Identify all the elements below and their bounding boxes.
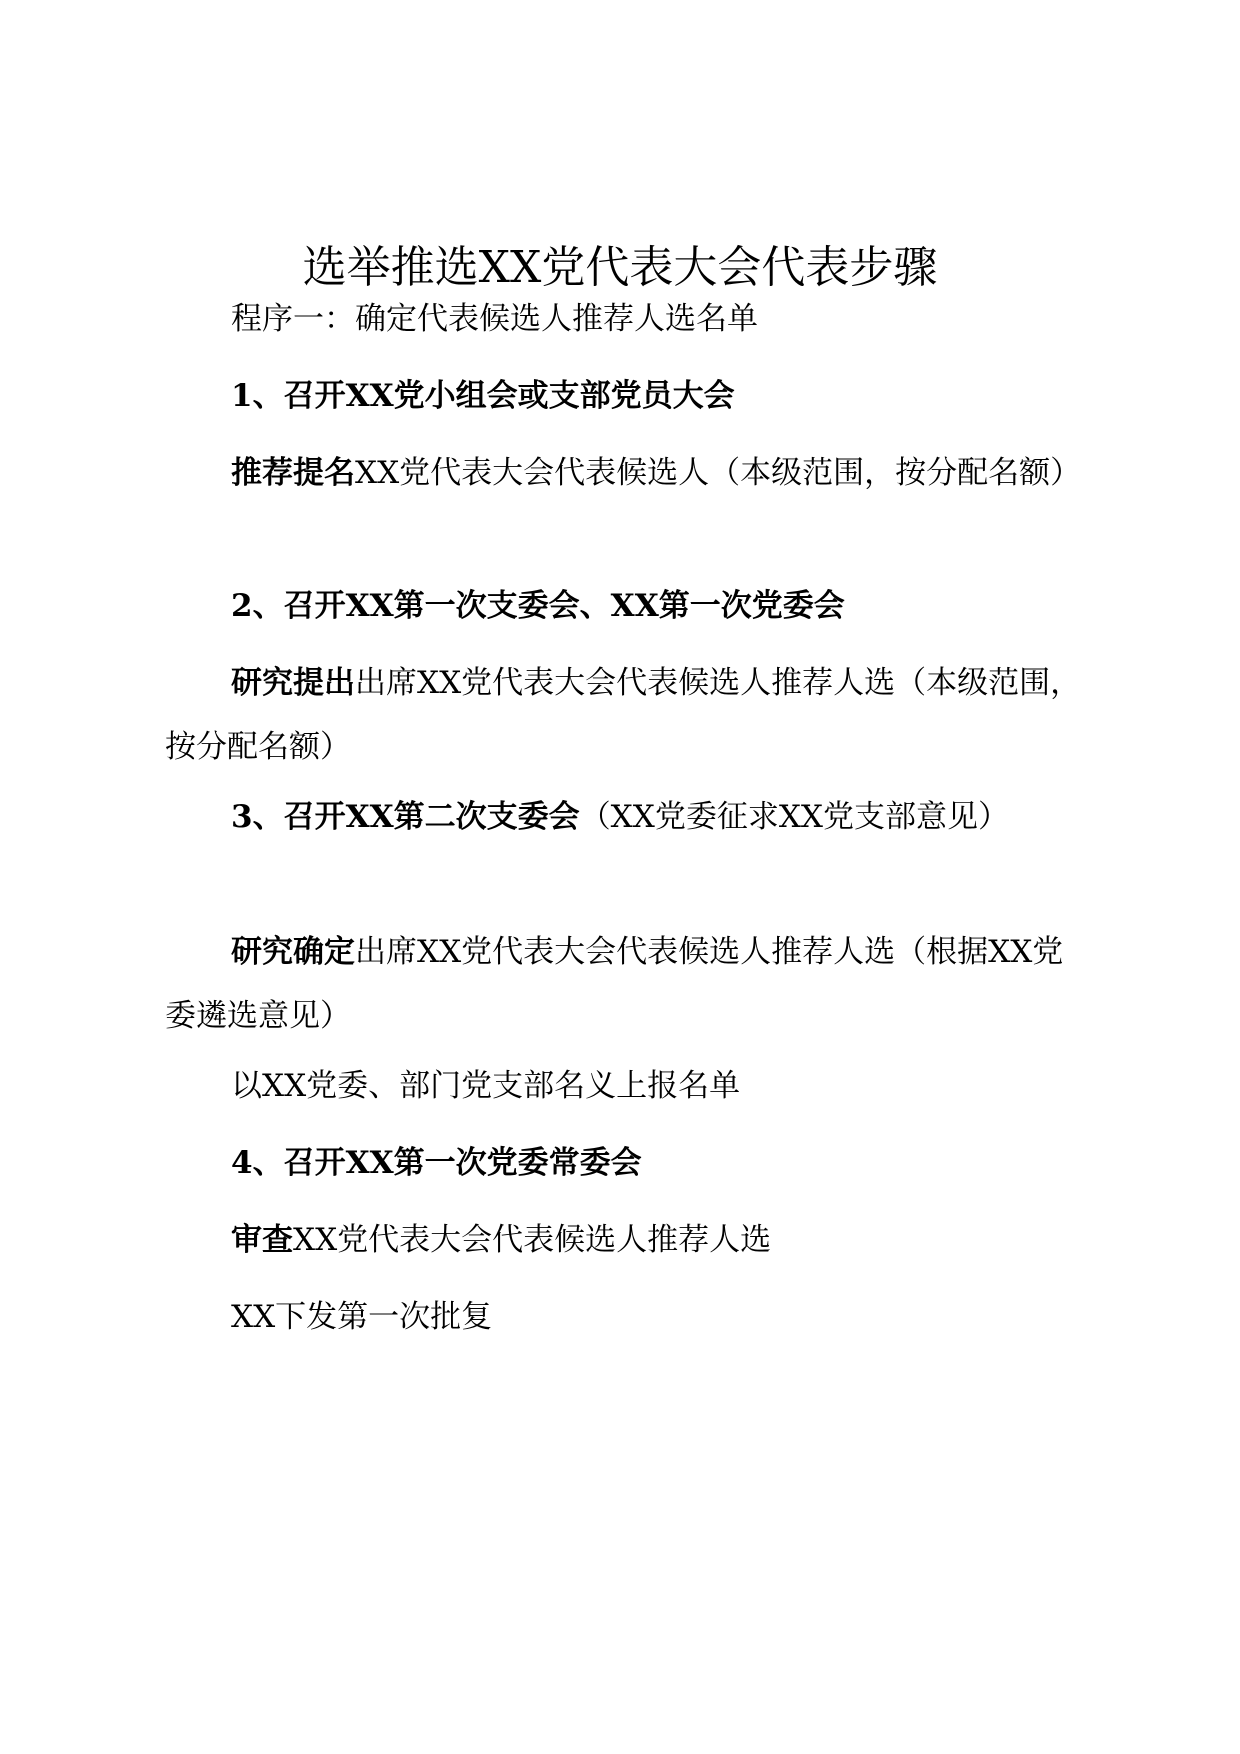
paragraph-text: XX党代表大会代表候选人推荐人选: [293, 1222, 772, 1258]
bold-lead: 研究提出: [231, 665, 355, 701]
paragraph-text: XX党代表大会代表候选人（本级范围，按分配名额）: [355, 455, 1082, 491]
paragraph-text: 出席XX党代表大会代表候选人推荐人选（本级范围，按分配名额）: [165, 665, 1082, 765]
bold-lead: 研究确定: [231, 934, 355, 970]
paragraph-procedure-one: [165, 287, 1085, 351]
heading-text: 2、召开XX第一次支委会、XX第一次党委会: [231, 588, 845, 624]
paragraph-text: （XX党委征求XX党支部意见）: [579, 799, 1009, 835]
paragraph-text: 出席XX党代表大会代表候选人推荐人选（根据XX党委遴选意见）: [165, 934, 1064, 1034]
paragraph-text: 以XX党委、部门党支部名义上报名单: [231, 1068, 741, 1104]
bold-lead: 推荐提名: [231, 455, 355, 491]
paragraph-research-confirm: [165, 920, 1085, 1048]
paragraph-report-list: [165, 1054, 1085, 1118]
heading-text: 4、召开XX第一次党委常委会: [231, 1145, 642, 1181]
bold-lead: 审查: [231, 1222, 293, 1258]
heading-text: 1、召开XX党小组会或支部党员大会: [231, 378, 735, 414]
step-heading-3: [165, 785, 1085, 849]
bold-lead: 3、召开XX第二次支委会: [231, 799, 580, 835]
step-heading-1: [165, 364, 1085, 428]
document-title: 选举推选XX党代表大会代表步骤: [302, 242, 938, 293]
step-heading-4: [165, 1131, 1085, 1195]
paragraph-recommend-nomination: [165, 441, 1085, 505]
paragraph-research-propose: [165, 651, 1085, 779]
paragraph-review: [165, 1208, 1085, 1272]
paragraph-text: 程序一：确定代表候选人推荐人选名单: [231, 301, 758, 337]
paragraph-first-approval: [165, 1285, 1085, 1349]
step-heading-2: [165, 574, 1085, 638]
paragraph-text: XX下发第一次批复: [231, 1299, 493, 1335]
